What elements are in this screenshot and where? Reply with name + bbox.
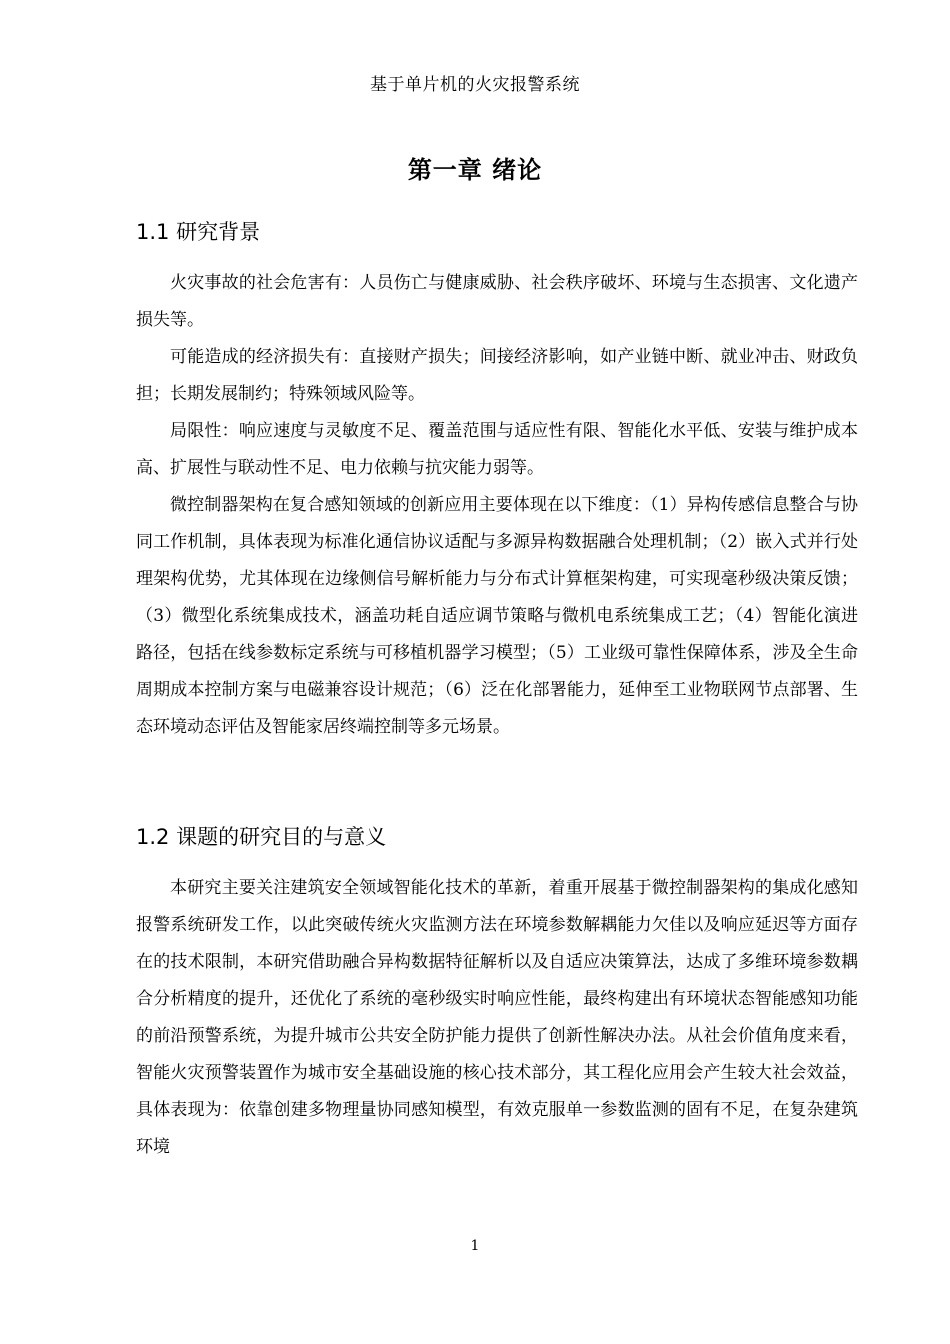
section-body-1-1 [136, 265, 858, 746]
section-body-1-2 [136, 870, 858, 1166]
paragraph: 可能造成的经济损失有：直接财产损失；间接经济影响，如产业链中断、就业冲击、财政负担；长期发展制约；特殊领域风险等。 [136, 347, 858, 404]
running-header: 基于单片机的火灾报警系统 [370, 75, 580, 95]
section-heading-1-2: 1.2 课题的研究目的与意义 [136, 825, 387, 849]
paragraph: 局限性：响应速度与灵敏度不足、覆盖范围与适应性有限、智能化水平低、安装与维护成本高、扩展性与联动性不足、电力依赖与抗灾能力弱等。 [136, 421, 858, 478]
page-number: 1 [470, 1238, 480, 1254]
paragraph: 微控制器架构在复合感知领域的创新应用主要体现在以下维度：（1）异构传感信息整合与协同工作机制，具体表现为标准化通信协议适配与多源异构数据融合处理机制；（2）嵌入式并行处理架构优势，尤其体现在边缘侧信号解析能力与分布式计算框架构建，可实现毫秒级决策反馈；（3）微型化系统集成技术，涵盖功耗自适应调节策略与微机电系统集成工艺；（4）智能化演进路径，包括在线参数标定系统与可移植机器学习模型；（5）工业级可靠性保障体系，涉及全生命周期成本控制方案与电磁兼容设计规范；（6）泛在化部署能力，延伸至工业物联网节点部署、生态环境动态评估及智能家居终端控制等多元场景。 [136, 495, 858, 737]
section-heading-1-1: 1.1 研究背景 [136, 220, 261, 244]
paragraph: 本研究主要关注建筑安全领域智能化技术的革新，着重开展基于微控制器架构的集成化感知报警系统研发工作，以此突破传统火灾监测方法在环境参数解耦能力欠佳以及响应延迟等方面存在的技术限制，本研究借助融合异构数据特征解析以及自适应决策算法，达成了多维环境参数耦合分析精度的提升，还优化了系统的毫秒级实时响应性能，最终构建出有环境状态智能感知功能的前沿预警系统，为提升城市公共安全防护能力提供了创新性解决办法。从社会价值角度来看，智能火灾预警装置作为城市安全基础设施的核心技术部分，其工程化应用会产生较大社会效益，具体表现为：依靠创建多物理量协同感知模型，有效克服单一参数监测的固有不足，在复杂建筑环境 [136, 878, 858, 1157]
chapter-title: 第一章 绪论 [407, 156, 543, 184]
paragraph: 火灾事故的社会危害有：人员伤亡与健康威胁、社会秩序破坏、环境与生态损害、文化遗产损失等。 [136, 273, 858, 330]
